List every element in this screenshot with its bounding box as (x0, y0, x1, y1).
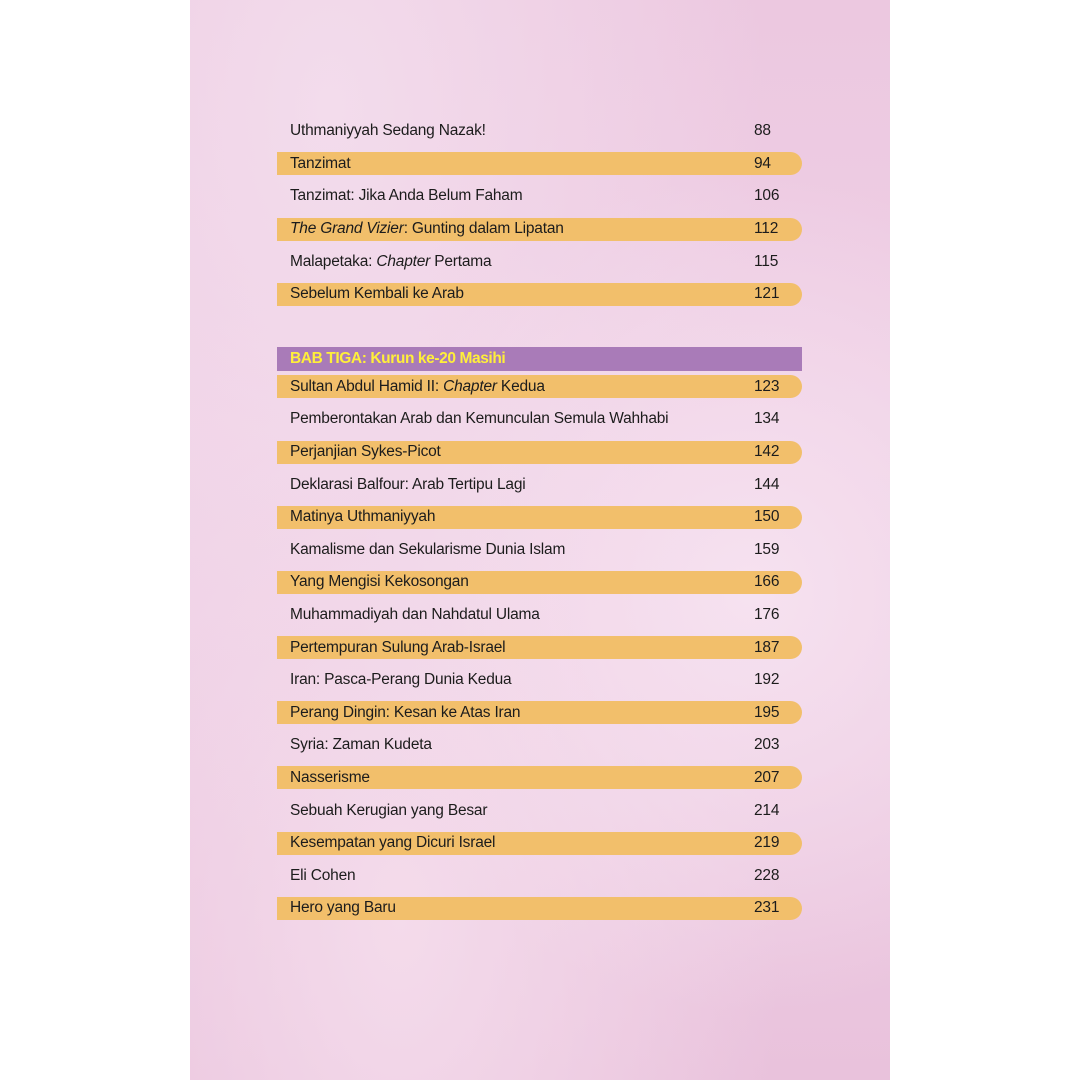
toc-entry-page: 142 (754, 443, 780, 461)
toc-entry-page: 150 (754, 508, 780, 526)
toc-entry-title: Yang Mengisi Kekosongan (290, 573, 469, 591)
toc-entry (277, 115, 802, 148)
toc-entry-page: 166 (754, 573, 780, 591)
toc-entry (277, 180, 802, 213)
toc-entry-page: 123 (754, 377, 780, 395)
table-of-contents (277, 115, 802, 925)
toc-entry-page: 115 (754, 252, 779, 270)
toc-entry (277, 218, 802, 241)
toc-entry (277, 599, 802, 632)
toc-entry-title: Iran: Pasca-Perang Dunia Kedua (290, 671, 512, 689)
toc-entry (277, 832, 802, 855)
toc-entry-title: Syria: Zaman Kudeta (290, 736, 432, 754)
toc-entry (277, 897, 802, 920)
toc-entry-title: Perang Dingin: Kesan ke Atas Iran (290, 703, 521, 721)
toc-entry-page: 192 (754, 671, 780, 689)
toc-entry (277, 664, 802, 697)
toc-entry (277, 375, 802, 398)
toc-entry (277, 506, 802, 529)
toc-entry-title: Malapetaka: Chapter Pertama (290, 252, 492, 270)
toc-entry (277, 441, 802, 464)
toc-entry (277, 403, 802, 436)
toc-entry-page: 195 (754, 703, 780, 721)
toc-entry-page: 88 (754, 122, 771, 140)
toc-entry-page: 144 (754, 475, 780, 493)
toc-entry-page: 134 (754, 410, 780, 428)
toc-entry (277, 766, 802, 789)
toc-entry (277, 245, 802, 278)
toc-entry-title: Hero yang Baru (290, 899, 396, 917)
toc-entry-title: Nasserisme (290, 768, 370, 786)
toc-entry-page: 187 (754, 638, 780, 656)
toc-entry-title: Uthmaniyyah Sedang Nazak! (290, 122, 486, 140)
toc-entry-title: Pertempuran Sulung Arab-Israel (290, 638, 506, 656)
toc-entry-title: The Grand Vizier: Gunting dalam Lipatan (290, 220, 564, 238)
toc-entry-title: Pemberontakan Arab dan Kemunculan Semula Wahhabi (290, 410, 669, 428)
toc-entry-page: 228 (754, 866, 780, 884)
toc-entry (277, 859, 802, 892)
toc-entry-title: Sebuah Kerugian yang Besar (290, 801, 488, 819)
toc-entry-page: 214 (754, 801, 780, 819)
toc-entry (277, 283, 802, 306)
toc-entry-page: 176 (754, 606, 780, 624)
toc-entry-title: Deklarasi Balfour: Arab Tertipu Lagi (290, 475, 526, 493)
section-heading: BAB TIGA: Kurun ke-20 Masihi (290, 349, 506, 367)
toc-entry-page: 203 (754, 736, 780, 754)
toc-entry (277, 468, 802, 501)
toc-entry (277, 636, 802, 659)
toc-entry-page: 231 (754, 899, 780, 917)
toc-entry-title: Perjanjian Sykes-Picot (290, 443, 441, 461)
toc-entry-page: 121 (754, 285, 780, 303)
toc-entry (277, 701, 802, 724)
toc-entry-title: Muhammadiyah dan Nahdatul Ulama (290, 606, 540, 624)
toc-entry-page: 159 (754, 540, 780, 558)
book-page (190, 0, 890, 1080)
toc-entry-page: 207 (754, 768, 780, 786)
toc-entry-title: Tanzimat: Jika Anda Belum Faham (290, 187, 523, 205)
toc-entry (277, 534, 802, 567)
toc-entry-page: 112 (754, 220, 779, 238)
toc-entry (277, 152, 802, 175)
section-heading-band (277, 347, 802, 371)
toc-entry-page: 106 (754, 187, 780, 205)
toc-entry-page: 219 (754, 834, 780, 852)
toc-entry-title: Sebelum Kembali ke Arab (290, 285, 464, 303)
toc-entry (277, 794, 802, 827)
toc-entry-page: 94 (754, 154, 771, 172)
toc-entry (277, 729, 802, 762)
toc-entry-title: Eli Cohen (290, 866, 356, 884)
toc-entry-title: Kamalisme dan Sekularisme Dunia Islam (290, 540, 566, 558)
toc-entry-title: Tanzimat (290, 154, 351, 172)
section-gap (277, 311, 802, 343)
toc-entry-title: Sultan Abdul Hamid II: Chapter Kedua (290, 377, 545, 395)
toc-entry (277, 571, 802, 594)
toc-entry-title: Kesempatan yang Dicuri Israel (290, 834, 496, 852)
toc-entry-title: Matinya Uthmaniyyah (290, 508, 436, 526)
